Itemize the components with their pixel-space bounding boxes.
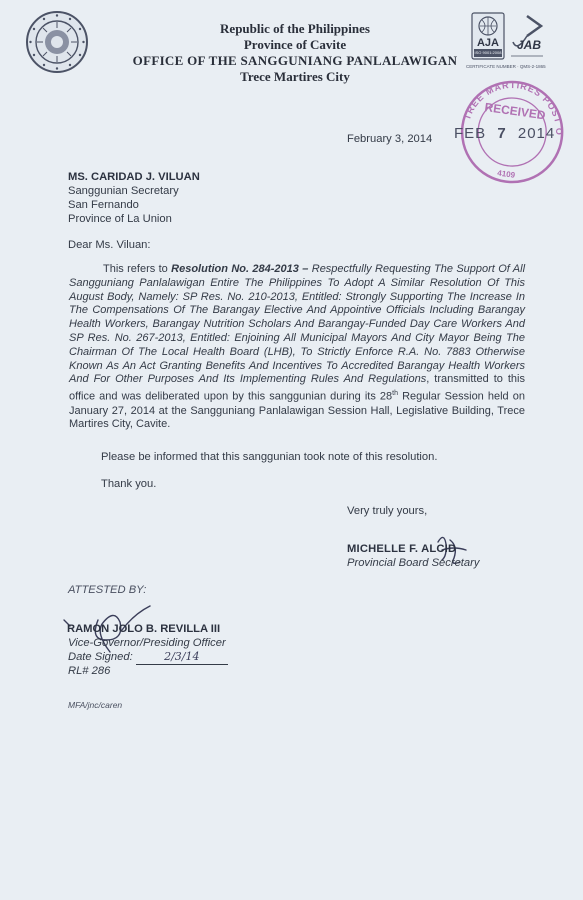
aja-label: AJA (476, 37, 499, 49)
header-republic: Republic of the Philippines (220, 21, 370, 36)
certificate-number: CERTIFICATE NUMBER · QMS-2-1865 (466, 64, 546, 69)
body-paragraph-2: Please be informed that this sanggunian took note of this resolution. (101, 451, 438, 463)
addressee-title: Sanggunian Secretary (68, 185, 179, 197)
body-rest-b: Regular Session held on January 27, 2014 at the Sangguniang Panlalawigan Session Hall, Legislative Building, Trece Martires City, Cavite. (69, 390, 525, 431)
jab-label: JAB (517, 38, 542, 52)
ordinal-suffix: th (392, 390, 398, 398)
date-signed-label: Date Signed: (68, 651, 133, 663)
provincial-seal (25, 10, 89, 74)
body-paragraph-1 (69, 263, 525, 432)
addressee-province: Province of La Union (68, 213, 172, 225)
resolution-title: Respectfully Requesting The Support Of All Sangguniang Panlalawigan Entire The Philippines To Adopt A Similar Resolution Of This August Body, Namely: SP Res. No. 210-2013, Entitled: Strongly Supporting The Increase In The Compensations Of The Barangay Elective And Appointive Officials Including Barangay Health Workers, Barangay Nutrition Scholars And Barangay-Funded Day Care Workers And SP Res. No. 267-2013, Entitled: Enjoining All Municipal Mayors And City Mayor Being The Chairman Of The Local Health Board (LHB), To Strictly Enforce R.A. No. 7883 Otherwise Known As An Act Granting Benefits And Incentives To Accredited Barangay Health Workers And For Other Purposes And Its Implementing Rules And Regulations (69, 263, 526, 386)
attested-label: ATTESTED BY: (68, 584, 147, 596)
stamp-code: 4109 (496, 168, 516, 180)
attested-name: RAMON JOLO B. REVILLA III (67, 623, 221, 635)
stamp-date-month: FEB (454, 125, 487, 142)
stamp-date-year: 2014 (517, 125, 556, 142)
stamp-date-day: 7 (497, 125, 507, 142)
date-signed-value: 2/3/14 (136, 650, 228, 665)
attested-title: Vice-Governor/Presiding Officer (68, 637, 226, 649)
resolution-number: Resolution No. 284-2013 – (171, 263, 309, 275)
jab-certification-logo (507, 12, 547, 60)
header-city: Trece Martires City (240, 69, 350, 84)
body-rest-a: , transmitted to this office and was deliberated upon by this sanggunian during its 28 (69, 373, 525, 403)
salutation: Dear Ms. Viluan: (68, 239, 151, 251)
letter-date: February 3, 2014 (347, 133, 433, 145)
reference-initials: MFA/jnc/caren (68, 700, 123, 710)
signatory-name: MICHELLE F. ALCID (347, 543, 457, 555)
stamp-date (454, 125, 555, 142)
addressee-name: MS. CARIDAD J. VILUAN (68, 171, 200, 183)
body-lead: This refers to (103, 263, 172, 275)
header-office: OFFICE OF THE SANGGUNIANG PANLALAWIGAN (132, 53, 458, 68)
addressee-city: San Fernando (68, 199, 139, 211)
svg-text:TREE MARTIRES POST OFFICE CAVI: TREE MARTIRES POST OFFICE (462, 79, 565, 136)
thank-you: Thank you. (101, 478, 157, 490)
stamp-received-word: RECEIVED (483, 100, 547, 123)
iso-label: ISO 9001:2008 (474, 50, 502, 55)
header-province: Province of Cavite (243, 37, 347, 52)
aja-certification-logo (471, 12, 505, 60)
valediction: Very truly yours, (347, 505, 428, 517)
signatory-title: Provincial Board Secretary (347, 557, 480, 569)
rl-number: RL# 286 (68, 665, 111, 677)
